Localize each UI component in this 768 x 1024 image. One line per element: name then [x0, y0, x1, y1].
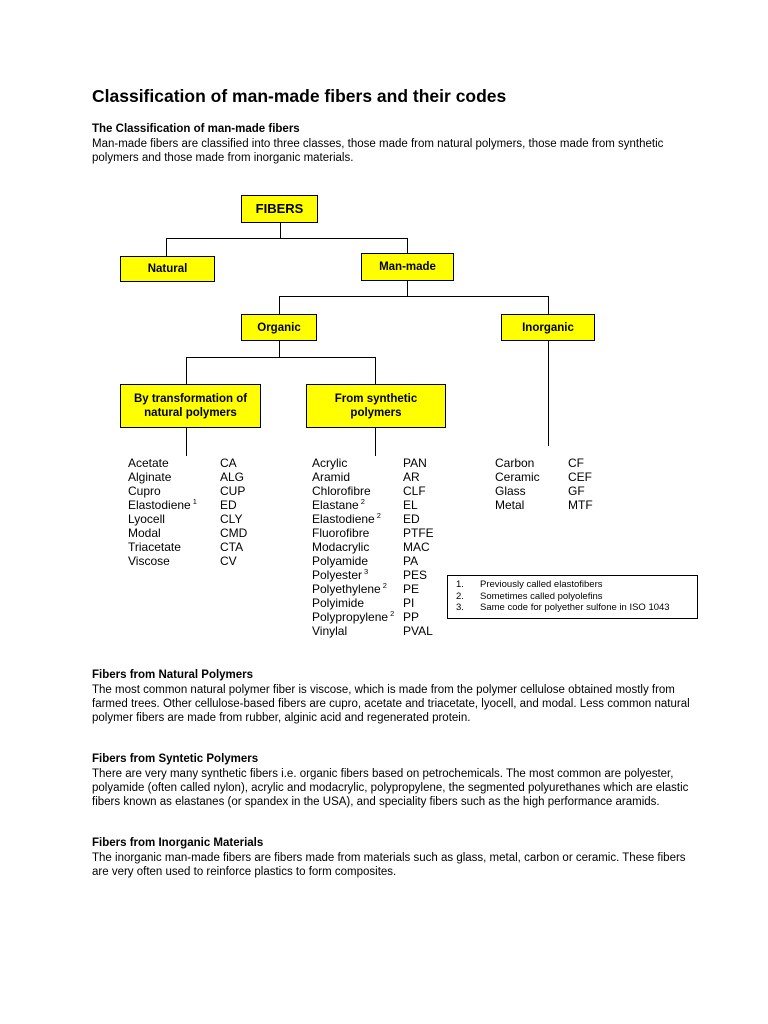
- footnote: 1. Previously called elastofibers: [456, 579, 603, 590]
- manmade-node: Man-made: [361, 253, 454, 281]
- fiber-code: ED: [220, 498, 237, 512]
- fiber-name: Vinylal: [312, 624, 348, 638]
- fiber-name: Alginate: [128, 470, 172, 484]
- natural-polymers-node: By transformation of natural polymers: [120, 384, 261, 428]
- inorganic-section-text: The inorganic man-made fibers are fibers made from materials such as glass, metal, carbon or ceramic. These fibers are very often used to reinforce plastics to form composites.: [92, 852, 686, 878]
- inorganic-node: Inorganic: [501, 314, 595, 341]
- fiber-code: CV: [220, 554, 237, 568]
- natural-section-text: The most common natural polymer fiber is viscose, which is made from the polymer cellulose obtained mostly from farmed trees. Other cellulose-based fibers are cupro, acetate and triacetate, lyocell, and modal. Less common natural polymer fibers are made from rubber, alginic acid and regenerated protein.: [92, 684, 690, 724]
- intro-heading: The Classification of man-made fibers: [92, 123, 300, 135]
- footnote-marker: 2: [390, 609, 395, 618]
- footnotes-box: [447, 575, 698, 619]
- fiber-name: Aramid: [312, 470, 351, 484]
- fiber-code: CF: [568, 456, 584, 470]
- fiber-name: Viscose: [128, 554, 170, 568]
- fiber-code: ED: [403, 512, 420, 526]
- fiber-code: CUP: [220, 484, 246, 498]
- fiber-name: Lyocell: [128, 512, 165, 526]
- footnote-marker: 2: [360, 497, 365, 506]
- inorganic-codes: [568, 456, 593, 512]
- fiber-code: GF: [568, 484, 585, 498]
- natural-polymers-names: [128, 456, 197, 568]
- fiber-name: Cupro: [128, 484, 161, 498]
- intro-text: Man-made fibers are classified into three classes, those made from natural polymers, those made from synthetic polymers and those made from inorganic materials.: [92, 138, 664, 164]
- fiber-code: PAN: [403, 456, 427, 470]
- footnote-marker: 1: [192, 497, 197, 506]
- inorganic-names: [495, 456, 540, 512]
- organic-node: Organic: [241, 314, 317, 341]
- fibers-node: FIBERS: [241, 195, 318, 223]
- fiber-code: MAC: [403, 540, 430, 554]
- fiber-code: CMD: [220, 526, 248, 540]
- fiber-code: CEF: [568, 470, 592, 484]
- fiber-code: ALG: [220, 470, 245, 484]
- fiber-code: CLF: [403, 484, 426, 498]
- fiber-code: CLY: [220, 512, 243, 526]
- fiber-name: Polyimide: [312, 596, 365, 610]
- fiber-code: PVAL: [403, 624, 433, 638]
- fiber-code: AR: [403, 470, 420, 484]
- fiber-name: Ceramic: [495, 470, 540, 484]
- synthetic-section-heading: Fibers from Syntetic Polymers: [92, 753, 259, 765]
- footnote-marker: 3: [364, 567, 369, 576]
- synthetic-section-text: There are very many synthetic fibers i.e. organic fibers based on petrochemicals. The most common are polyester, polyamide (often called nylon), acrylic and modacrylic, polypropylene, the segmented polyurethanes which are elastic fibers known as elastanes (or spandex in the USA), and speciality fibers such as the high performance aramids.: [92, 768, 689, 808]
- fiber-code: PE: [403, 582, 420, 596]
- fiber-name: Modal: [128, 526, 161, 540]
- page-title: Classification of man-made fibers and their codes: [92, 86, 507, 106]
- fiber-name: Polyamide: [312, 554, 369, 568]
- fiber-name: Polypropylene $^2$: [312, 609, 395, 624]
- footnote-marker: 2: [376, 511, 381, 520]
- fiber-name: Polyester $^3$: [312, 567, 369, 582]
- fiber-name: Elastodiene $^2$: [312, 511, 381, 526]
- fiber-code: CA: [220, 456, 237, 470]
- natural-section-heading: Fibers from Natural Polymers: [92, 669, 254, 681]
- fiber-name: Fluorofibre: [312, 526, 370, 540]
- fiber-name: Chlorofibre: [312, 484, 371, 498]
- synthetic-polymers-names: [312, 456, 394, 638]
- fiber-code: PI: [403, 596, 415, 610]
- fiber-name: Glass: [495, 484, 526, 498]
- footnote: 2. Sometimes called polyolefins: [456, 590, 603, 602]
- fiber-name: Carbon: [495, 456, 535, 470]
- footnote: 3. Same code for polyether sulfone in ISO 1043: [456, 602, 670, 613]
- fiber-name: Elastane $^2$: [312, 497, 365, 512]
- fiber-name: Acetate: [128, 456, 169, 470]
- fiber-code: MTF: [568, 498, 593, 512]
- synthetic-polymers-codes: [403, 456, 434, 638]
- fiber-code: PES: [403, 568, 428, 582]
- fiber-code: PTFE: [403, 526, 434, 540]
- natural-polymers-codes: [220, 456, 247, 568]
- fiber-code: PP: [403, 610, 420, 624]
- fiber-name: Modacrylic: [312, 540, 370, 554]
- fiber-code: PA: [403, 554, 419, 568]
- fiber-name: Triacetate: [128, 540, 181, 554]
- fiber-name: Elastodiene $^1$: [128, 497, 197, 512]
- fiber-name: Acrylic: [312, 456, 348, 470]
- fiber-code: CTA: [220, 540, 244, 554]
- natural-node: Natural: [120, 256, 215, 282]
- fiber-name: Metal: [495, 498, 525, 512]
- synthetic-polymers-node: From synthetic polymers: [306, 384, 446, 428]
- fiber-name: Polyethylene $^2$: [312, 581, 387, 596]
- footnote-marker: 2: [382, 581, 387, 590]
- fiber-code: EL: [403, 498, 418, 512]
- inorganic-section-heading: Fibers from Inorganic Materials: [92, 837, 264, 849]
